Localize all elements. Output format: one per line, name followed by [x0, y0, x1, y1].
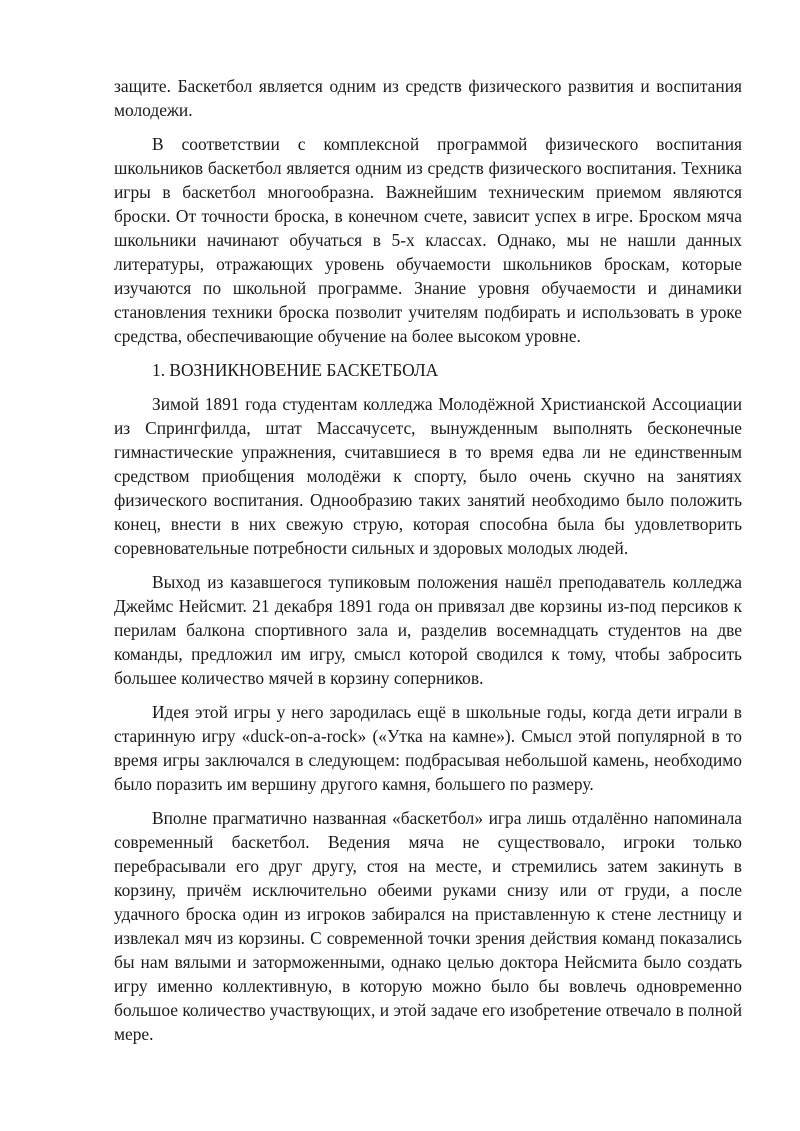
paragraph-duck-on-a-rock: Идея этой игры у него зародилась ещё в школьные годы, когда дети играли в старинную игру «duck-on-a-rock» («Утка на камне»). Смысл этой популярной в то время игры заключался в следующем: подбрасывая небольшой камень, необходимо было поразить им вершину другого камня, большего по размеру.	[114, 702, 742, 794]
section-heading: 1. ВОЗНИКНОВЕНИЕ БАСКЕТБОЛА	[152, 360, 439, 380]
paragraph-continuation: защите. Баскетбол является одним из средств физического развития и воспитания молодежи.	[114, 76, 742, 120]
paragraph-winter-1891: Зимой 1891 года студентам колледжа Молодёжной Христианской Ассоциации из Спрингфилда, штат Массачусетс, вынужденным выполнять бесконечные гимнастические упражнения, считавшиеся в то время едва ли не единственным средством приобщения молодёжи к спорту, было очень скучно на занятиях физического воспитания. Однообразию таких занятий необходимо было положить конец, внести в них свежую струю, которая способна была бы удовлетворить соревновательные потребности сильных и здоровых молодых людей.	[114, 394, 742, 558]
paragraph-naismith: Выход из казавшегося тупиковым положения нашёл преподаватель колледжа Джеймс Нейсмит. 21 декабря 1891 года он привязал две корзины из-под персиков к перилам балкона спортивного зала и, разделив восемнадцать студентов на две команды, предложил им игру, смысл которой сводился к тому, чтобы забросить большее количество мячей в корзину соперников.	[114, 572, 742, 688]
document-page	[114, 74, 742, 1056]
paragraph-program: В соответствии с комплексной программой физического воспитания школьников баскетбол является одним из средств физического воспитания. Техника игры в баскетбол многообразна. Важнейшим техническим приемом являются броски. От точности броска, в конечном счете, зависит успех в игре. Броском мяча школьники начинают обучаться в 5-х классах. Однако, мы не нашли данных литературы, отражающих уровень обучаемости школьников броскам, которые изучаются по школьной программе. Знание уровня обучаемости и динамики становления техники броска позволит учителям подбирать и использовать в уроке средства, обеспечивающие обучение на более высоком уровне.	[114, 134, 742, 346]
paragraph-early-basketball: Вполне прагматично названная «баскетбол» игра лишь отдалённо напоминала современный баскетбол. Ведения мяча не существовало, игроки только перебрасывали его друг другу, стоя на месте, и стремились затем закинуть в корзину, причём исключительно обеими руками снизу или от груди, а после удачного броска один из игроков забирался на приставленную к стене лестницу и извлекал мяч из корзины. С современной точки зрения действия команд показались бы нам вялыми и заторможенными, однако целью доктора Нейсмита было создать игру именно коллективную, в которую можно было бы вовлечь одновременно большое количество участвующих, и этой задаче его изобретение отвечало в полной мере.	[114, 808, 742, 1044]
